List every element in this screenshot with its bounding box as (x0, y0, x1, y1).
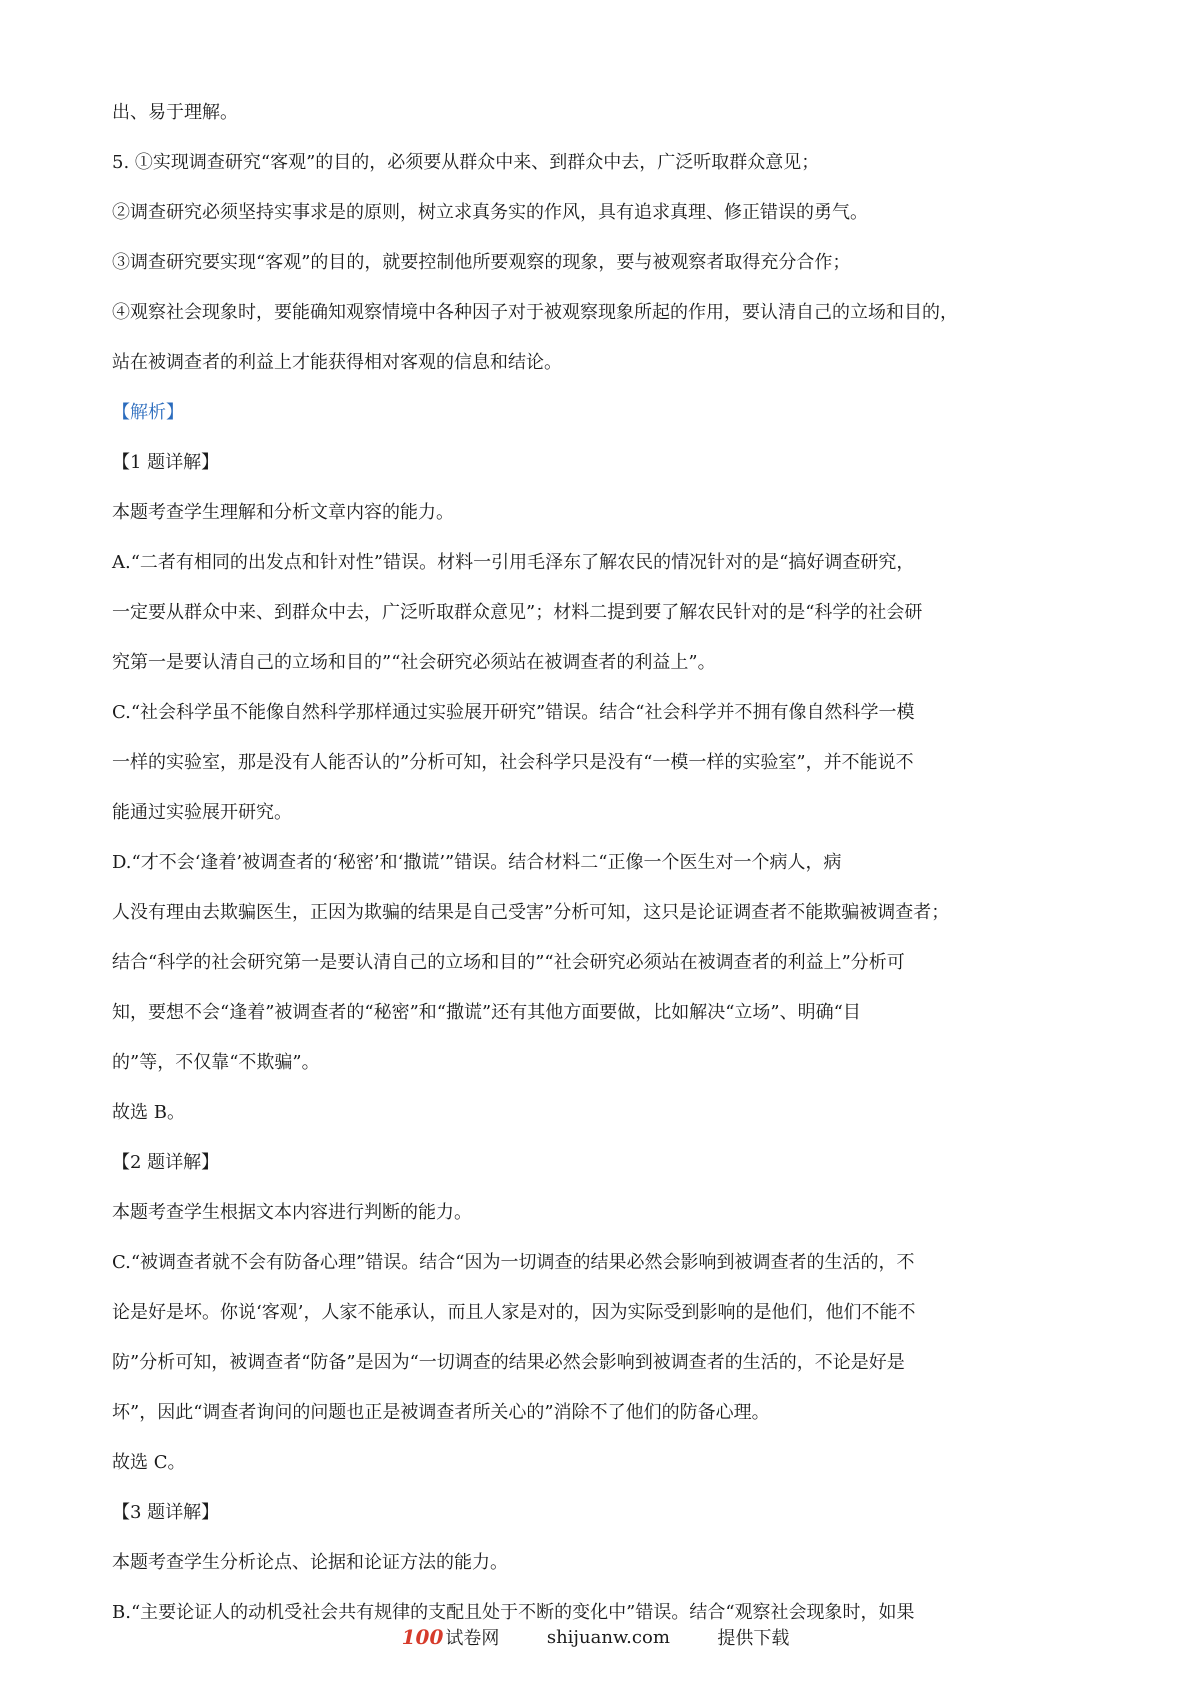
text-line: 防”分析可知，被调查者“防备”是因为“一切调查的结果必然会影响到被调查者的生活的，不论是好是 (112, 1352, 905, 1373)
text-line: ②调查研究必须坚持实事求是的原则，树立求真务实的作风，具有追求真理、修正错误的勇气。 (112, 202, 868, 223)
page-footer (0, 1624, 1191, 1650)
text-line: 本题考查学生分析论点、论据和论证方法的能力。 (112, 1552, 508, 1573)
text-line: 人没有理由去欺骗医生，正因为欺骗的结果是自己受害”分析可知，这只是论证调查者不能欺骗被调查者； (112, 902, 950, 923)
analysis-heading: 【解析】 (112, 402, 184, 423)
text-line: B.“主要论证人的动机受社会共有规律的支配且处于不断的变化中”错误。结合“观察社会现象时，如果 (112, 1602, 915, 1623)
text-line: D.“才不会‘逢着’被调查者的‘秘密’和‘撒谎’”错误。结合材料二“正像一个医生对一个病人，病 (112, 852, 842, 873)
text-line: 一定要从群众中来、到群众中去，广泛听取群众意见”；材料二提到要了解农民针对的是“科学的社会研 (112, 602, 923, 623)
text-line: 论是好是坏。你说‘客观’，人家不能承认，而且人家是对的，因为实际受到影响的是他们，他们不能不 (112, 1302, 916, 1323)
text-line: 的”等，不仅靠“不欺骗”。 (112, 1052, 320, 1073)
text-line: 站在被调查者的利益上才能获得相对客观的信息和结论。 (112, 352, 562, 373)
text-line: ③调查研究要实现“客观”的目的，就要控制他所要观察的现象，要与被观察者取得充分合作； (112, 252, 851, 273)
site-url: shijuanw.com (546, 1626, 670, 1648)
question-heading: 【1 题详解】 (112, 452, 220, 473)
text-line: 究第一是要认清自己的立场和目的”“社会研究必须站在被调查者的利益上”。 (112, 652, 716, 673)
text-line: 知，要想不会“逢着”被调查者的“秘密”和“撒谎”还有其他方面要做，比如解决“立场”、明确“目 (112, 1002, 861, 1023)
text-line: ④观察社会现象时，要能确知观察情境中各种因子对于被观察现象所起的作用，要认清自己的立场和目的， (112, 302, 958, 323)
question-heading: 【2 题详解】 (112, 1152, 220, 1173)
site-logo-number: 100 (401, 1625, 444, 1649)
text-line: 一样的实验室，那是没有人能否认的”分析可知，社会科学只是没有“一模一样的实验室”，并不能说不 (112, 752, 914, 773)
text-line: A.“二者有相同的出发点和针对性”错误。材料一引用毛泽东了解农民的情况针对的是“搞好调查研究， (112, 552, 915, 573)
text-line: C.“社会科学虽不能像自然科学那样通过实验展开研究”错误。结合“社会科学并不拥有像自然科学一模 (112, 702, 915, 723)
answer-choice: 故选 B。 (112, 1102, 185, 1123)
footer-slogan: 提供下载 (717, 1628, 790, 1649)
text-line: 结合“科学的社会研究第一是要认清自己的立场和目的”“社会研究必须站在被调查者的利益上”分析可 (112, 952, 905, 973)
answer-choice: 故选 C。 (112, 1452, 186, 1473)
question-heading: 【3 题详解】 (112, 1502, 220, 1523)
text-line: 5. ①实现调查研究“客观”的目的，必须要从群众中来、到群众中去，广泛听取群众意见； (112, 152, 820, 173)
text-line: C.“被调查者就不会有防备心理”错误。结合“因为一切调查的结果必然会影响到被调查者的生活的，不 (112, 1252, 915, 1273)
text-line: 能通过实验展开研究。 (112, 802, 292, 823)
text-line: 坏”，因此“调查者询问的问题也正是被调查者所关心的”消除不了他们的防备心理。 (112, 1402, 770, 1423)
site-logo-text: 试卷网 (445, 1628, 500, 1649)
text-line: 本题考查学生根据文本内容进行判断的能力。 (112, 1202, 472, 1223)
text-line: 本题考查学生理解和分析文章内容的能力。 (112, 502, 454, 523)
text-line: 出、易于理解。 (112, 102, 238, 123)
